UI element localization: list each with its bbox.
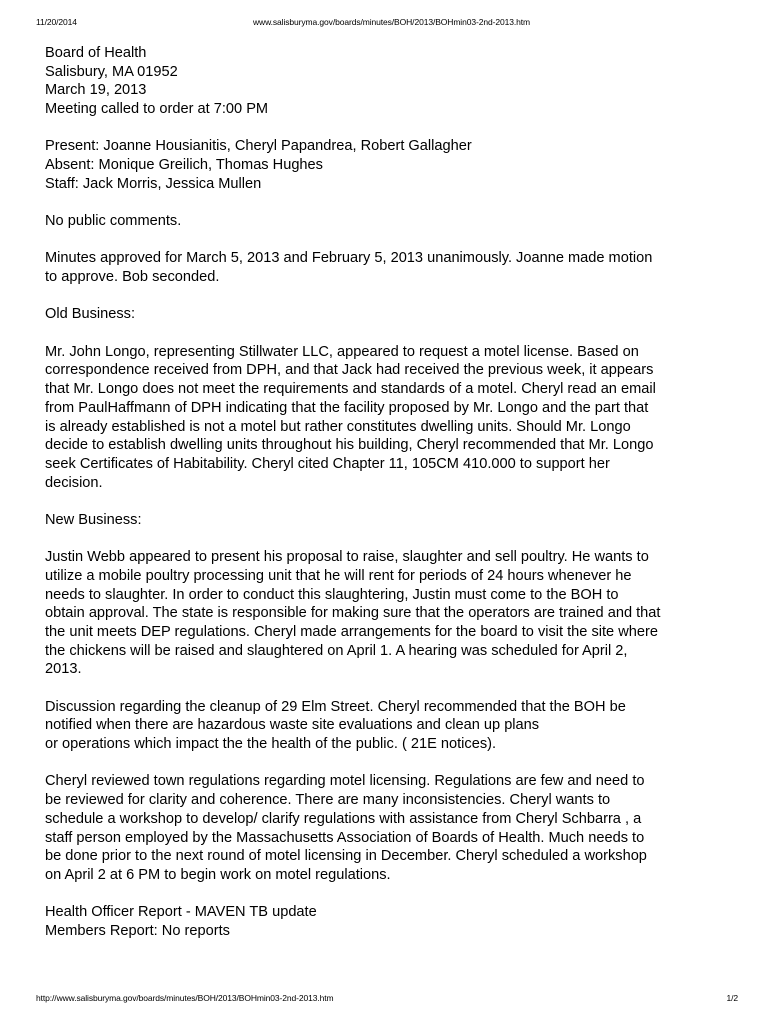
members-report: Members Report: No reports [45, 922, 230, 939]
print-header [0, 17, 770, 29]
present-members: Present: Joanne Housianitis, Cheryl Papandrea, Robert Gallagher [45, 138, 472, 155]
public-comments: No public comments. [45, 213, 182, 230]
new-business-elm-street: Discussion regarding the cleanup of 29 Elm Street. Cheryl recommended that the BOH be notified when there are hazardous waste site evaluations and clean up plans or operations which impact the the health of the public. ( 21E notices). [45, 698, 626, 753]
document-heading [45, 44, 745, 119]
meeting-date: March 19, 2013 [45, 82, 147, 99]
attendance [45, 137, 745, 193]
reports [45, 903, 745, 940]
board-location: Salisbury, MA 01952 [45, 63, 178, 80]
print-header-url: www.salisburyma.gov/boards/minutes/BOH/2013/BOHmin03-2nd-2013.htm [253, 17, 530, 27]
board-name: Board of Health [45, 45, 147, 61]
page-number: 1/2 [726, 993, 738, 1003]
meeting-minutes-document [45, 44, 745, 959]
absent-members: Absent: Monique Greilich, Thomas Hughes [45, 157, 323, 174]
staff-members: Staff: Jack Morris, Jessica Mullen [45, 175, 262, 192]
new-business-poultry: Justin Webb appeared to present his proposal to raise, slaughter and sell poultry. He wants to utilize a mobile poultry processing unit that he will rent for periods of 24 hours whenever he needs to slaughter. In order to conduct this slaughtering, Justin must come to the BOH to obtain approval. The state is responsible for making sure that the operators are trained and that the unit meets DEP regulations. Cheryl made arrangements for the board to visit the site where the chickens will be raised and slaughtered on April 1. A hearing was scheduled for April 2, 2013. [45, 549, 661, 678]
old-business-text: Mr. John Longo, representing Stillwater LLC, appeared to request a motel license. Based on correspondence received from DPH, and that Jack had received the previous week, it appears that Mr. Longo does not meet the requirements and standards of a motel. Cheryl read an email from PaulHaffmann of DPH indicating that the facility proposed by Mr. Longo and the part that is already established is not a motel but rather constitutes dwelling units. Should Mr. Longo decide to establish dwelling units throughout his building, Cheryl recommended that Mr. Longo seek Certificates of Habitability. Cheryl cited Chapter 11, 105CM 410.000 to support her decision. [45, 343, 656, 491]
print-footer [0, 993, 770, 1005]
minutes-approval: Minutes approved for March 5, 2013 and February 5, 2013 unanimously. Joanne made motion to approve. Bob seconded. [45, 250, 653, 286]
print-date: 11/20/2014 [36, 17, 77, 27]
new-business-heading: New Business: [45, 511, 142, 528]
new-business-motel-regulations: Cheryl reviewed town regulations regarding motel licensing. Regulations are few and need to be reviewed for clarity and coherence. There are many inconsistencies. Cheryl wants to schedule a workshop to develop/ clarify regulations with assistance from Cheryl Schbarra , a staff person employed by the Massachusetts Association of Boards of Health. Much needs to be done prior to the next round of motel licensing in December. Cheryl scheduled a workshop on April 2 at 6 PM to begin work on motel regulations. [45, 773, 647, 883]
old-business-heading: Old Business: [45, 306, 136, 323]
health-officer-report: Health Officer Report - MAVEN TB update [45, 904, 317, 921]
call-to-order: Meeting called to order at 7:00 PM [45, 101, 269, 118]
print-footer-url: http://www.salisburyma.gov/boards/minutes/BOH/2013/BOHmin03-2nd-2013.htm [36, 993, 334, 1003]
